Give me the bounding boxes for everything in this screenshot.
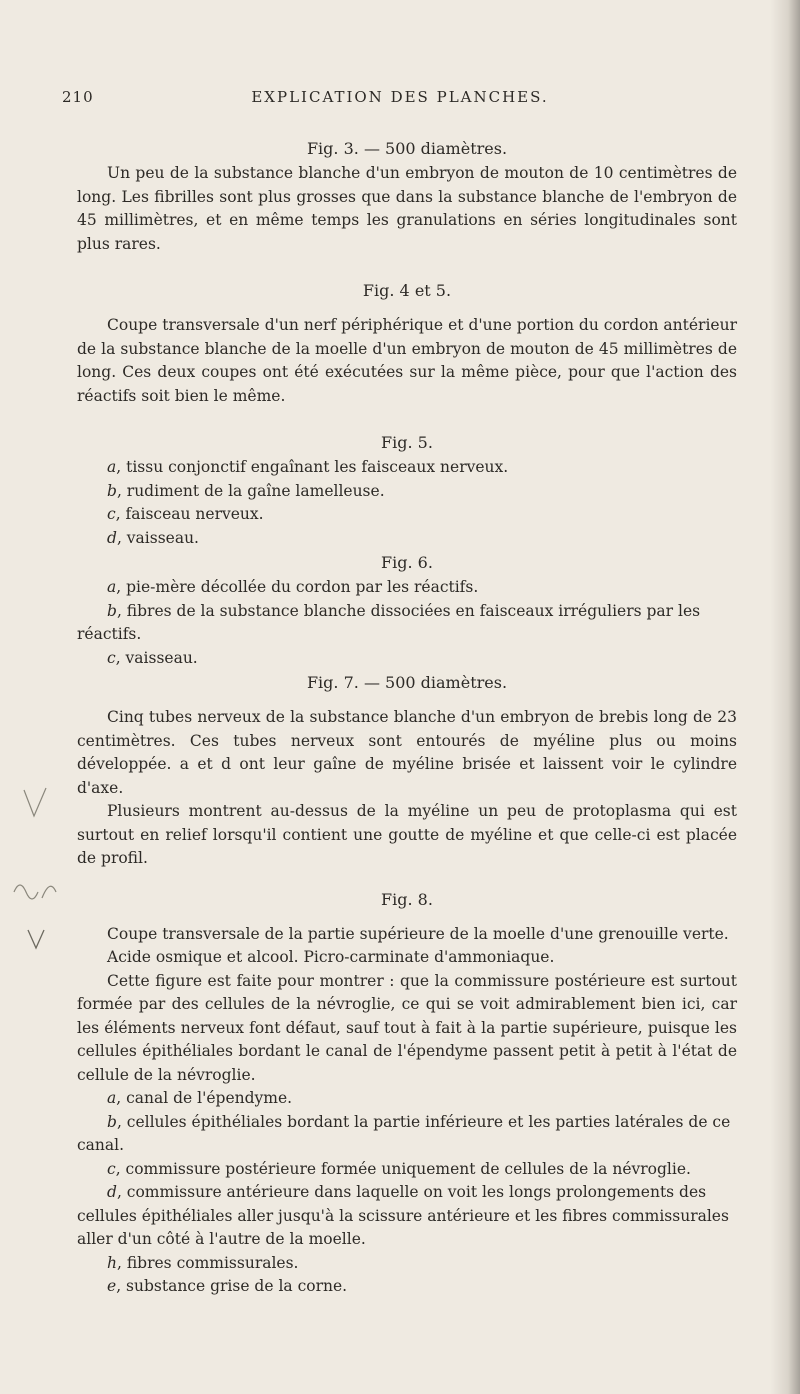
fig7-paragraph-2: Plusieurs montrent au-dessus de la myéline un peu de protoplasma qui est surtout en relief lorsqu'il contient une goutte de myéline et que celle-ci est placée de profil. [77,802,737,867]
legend-item: d, vaisseau. [107,528,199,547]
legend-item: c, faisceau nerveux. [107,505,264,523]
fig8-title: Fig. 8. [381,889,433,909]
legend-item: a, pie-mère décollée du cordon par les réactifs. [107,578,479,596]
legend-item: c, commissure postérieure formée uniquement de cellules de la névroglie. [107,1159,691,1178]
legend-item: e, substance grise de la corne. [107,1277,348,1295]
fig7-paragraph-1: Cinq tubes nerveux de la substance blanche d'un embryon de brebis long de 23 centimètres. Ces tubes nerveux sont entourés de myéline plus ou moins développée. a et d ont leur gaîne de myéline brisée et laissent voir le cylindre d'axe. [77,708,737,797]
fig45-title: Fig. 4 et 5. [362,281,452,300]
legend-item: d, commissure antérieure dans laquelle on voit les longs prolongements des cellules épithéliales aller jusqu'à la scissure antérieure et les fibres commissurales aller d'un côté à l'autre de la moelle. [77,1183,729,1248]
pencil-marginalia [6,780,66,950]
legend-item: a, tissu conjonctif engaînant les faisceaux nerveux. [107,458,509,476]
fig8-paragraph-3: Cette figure est faite pour montrer : que la commissure postérieure est surtout formée par des cellules de la névroglie, ce qui se voit admirablement bien ici, car les éléments nerveux font défaut, sauf tout à fait à la partie supérieure, puisque les cellules épithéliales bordant le canal de l'épendyme passent petit à petit à l'état de cellule de la névroglie. [77,971,737,1084]
page-number: 210 [62,88,94,106]
legend-item: b, cellules épithéliales bordant la partie inférieure et les parties latérales de ce canal. [77,1112,731,1154]
legend-item: a, canal de l'épendyme. [107,1089,293,1107]
page-body [77,136,737,1299]
fig5-title: Fig. 5. [381,433,433,452]
fig3-text: Un peu de la substance blanche d'un embryon de mouton de 10 centimètres de long. Les fibrilles sont plus grosses que dans la substance blanche de l'embryon de 45 millimètres, et en même temps les granulations en séries longitudinales sont plus rares. [77,164,737,253]
fig8-paragraph-1: Coupe transversale de la partie supérieure de la moelle d'une grenouille verte. [107,924,729,943]
fig7-title: Fig. 7. — 500 diamètres. [306,673,508,692]
fig8-legend [77,1087,737,1299]
legend-item: b, fibres de la substance blanche dissociées en faisceaux irréguliers par les réactifs. [77,601,701,643]
legend-item: c, vaisseau. [107,648,198,667]
fig5-legend [77,456,737,550]
legend-item: h, fibres commissurales. [107,1253,299,1272]
page-header [0,88,800,112]
running-title: EXPLICATION DES PLANCHES. [251,88,549,106]
fig6-title: Fig. 6. [381,553,433,572]
fig3-title: Fig. 3. — 500 diamètres. [306,139,508,158]
fig45-text: Coupe transversale d'un nerf périphérique et d'une portion du cordon antérieur de la substance blanche de la moelle d'un embryon de mouton de 45 millimètres de long. Ces deux coupes ont été exécutées sur la même pièce, pour que l'action des réactifs soit bien le même. [77,316,737,405]
fig6-legend [77,576,737,670]
fig8-paragraph-2: Acide osmique et alcool. Picro-carminate d'ammoniaque. [107,948,555,966]
legend-item: b, rudiment de la gaîne lamelleuse. [107,481,385,500]
page-edge-shadow [770,0,800,1394]
